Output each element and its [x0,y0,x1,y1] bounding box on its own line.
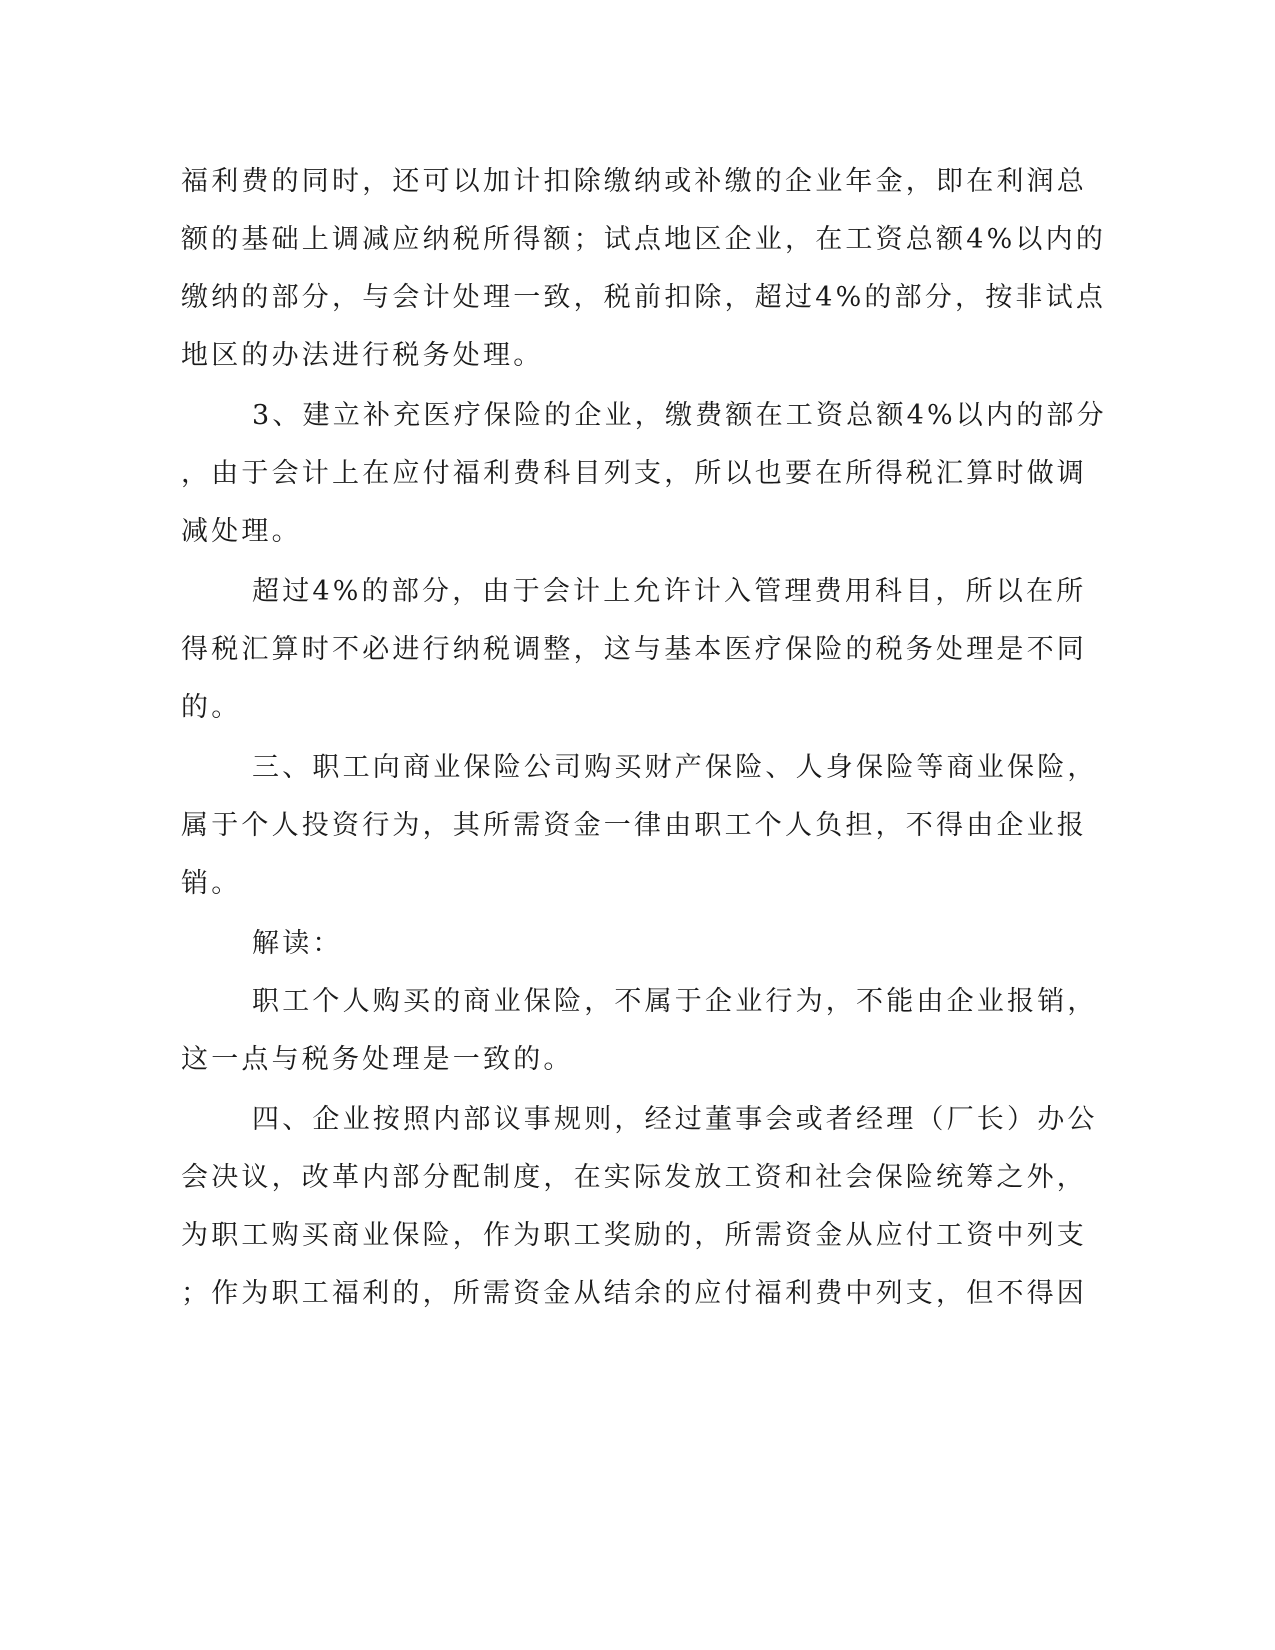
text-line: 这一点与税务处理是一致的。 [181,1044,574,1075]
text-line: 福利费的同时，还可以加计扣除缴纳或补缴的企业年金，即在利润总 [181,166,1087,197]
text-line: 得税汇算时不必进行纳税调整，这与基本医疗保险的税务处理是不同 [181,634,1087,665]
text-line: ；作为职工福利的，所需资金从结余的应付福利费中列支，但不得因 [181,1278,1087,1309]
text-line: 为职工购买商业保险，作为职工奖励的，所需资金从应付工资中列支 [181,1220,1087,1251]
paragraph-first-line: 超过4%的部分，由于会计上允许计入管理费用科目，所以在所 [252,576,1087,607]
text-line: 减处理。 [181,516,302,547]
paragraph-first-line: 四、企业按照内部议事规则，经过董事会或者经理（厂长）办公 [252,1104,1098,1135]
section-heading: 解读： [252,928,343,959]
text-line: 缴纳的部分，与会计处理一致，税前扣除，超过4%的部分，按非试点 [181,282,1107,313]
text-line: 会决议，改革内部分配制度，在实际发放工资和社会保险统筹之外， [181,1162,1087,1193]
text-line: 属于个人投资行为，其所需资金一律由职工个人负担，不得由企业报 [181,810,1087,841]
paragraph-first-line: 职工个人购买的商业保险，不属于企业行为，不能由企业报销， [252,986,1098,1017]
text-line: 额的基础上调减应纳税所得额；试点地区企业，在工资总额4%以内的 [181,224,1107,255]
text-line: 地区的办法进行税务处理。 [181,340,544,371]
text-line: 的。 [181,692,242,723]
paragraph-first-line: 3、建立补充医疗保险的企业，缴费额在工资总额4%以内的部分 [252,400,1107,431]
paragraph-first-line: 三、职工向商业保险公司购买财产保险、人身保险等商业保险， [252,752,1098,783]
text-line: 销。 [181,868,242,899]
text-line: ，由于会计上在应付福利费科目列支，所以也要在所得税汇算时做调 [181,458,1087,489]
